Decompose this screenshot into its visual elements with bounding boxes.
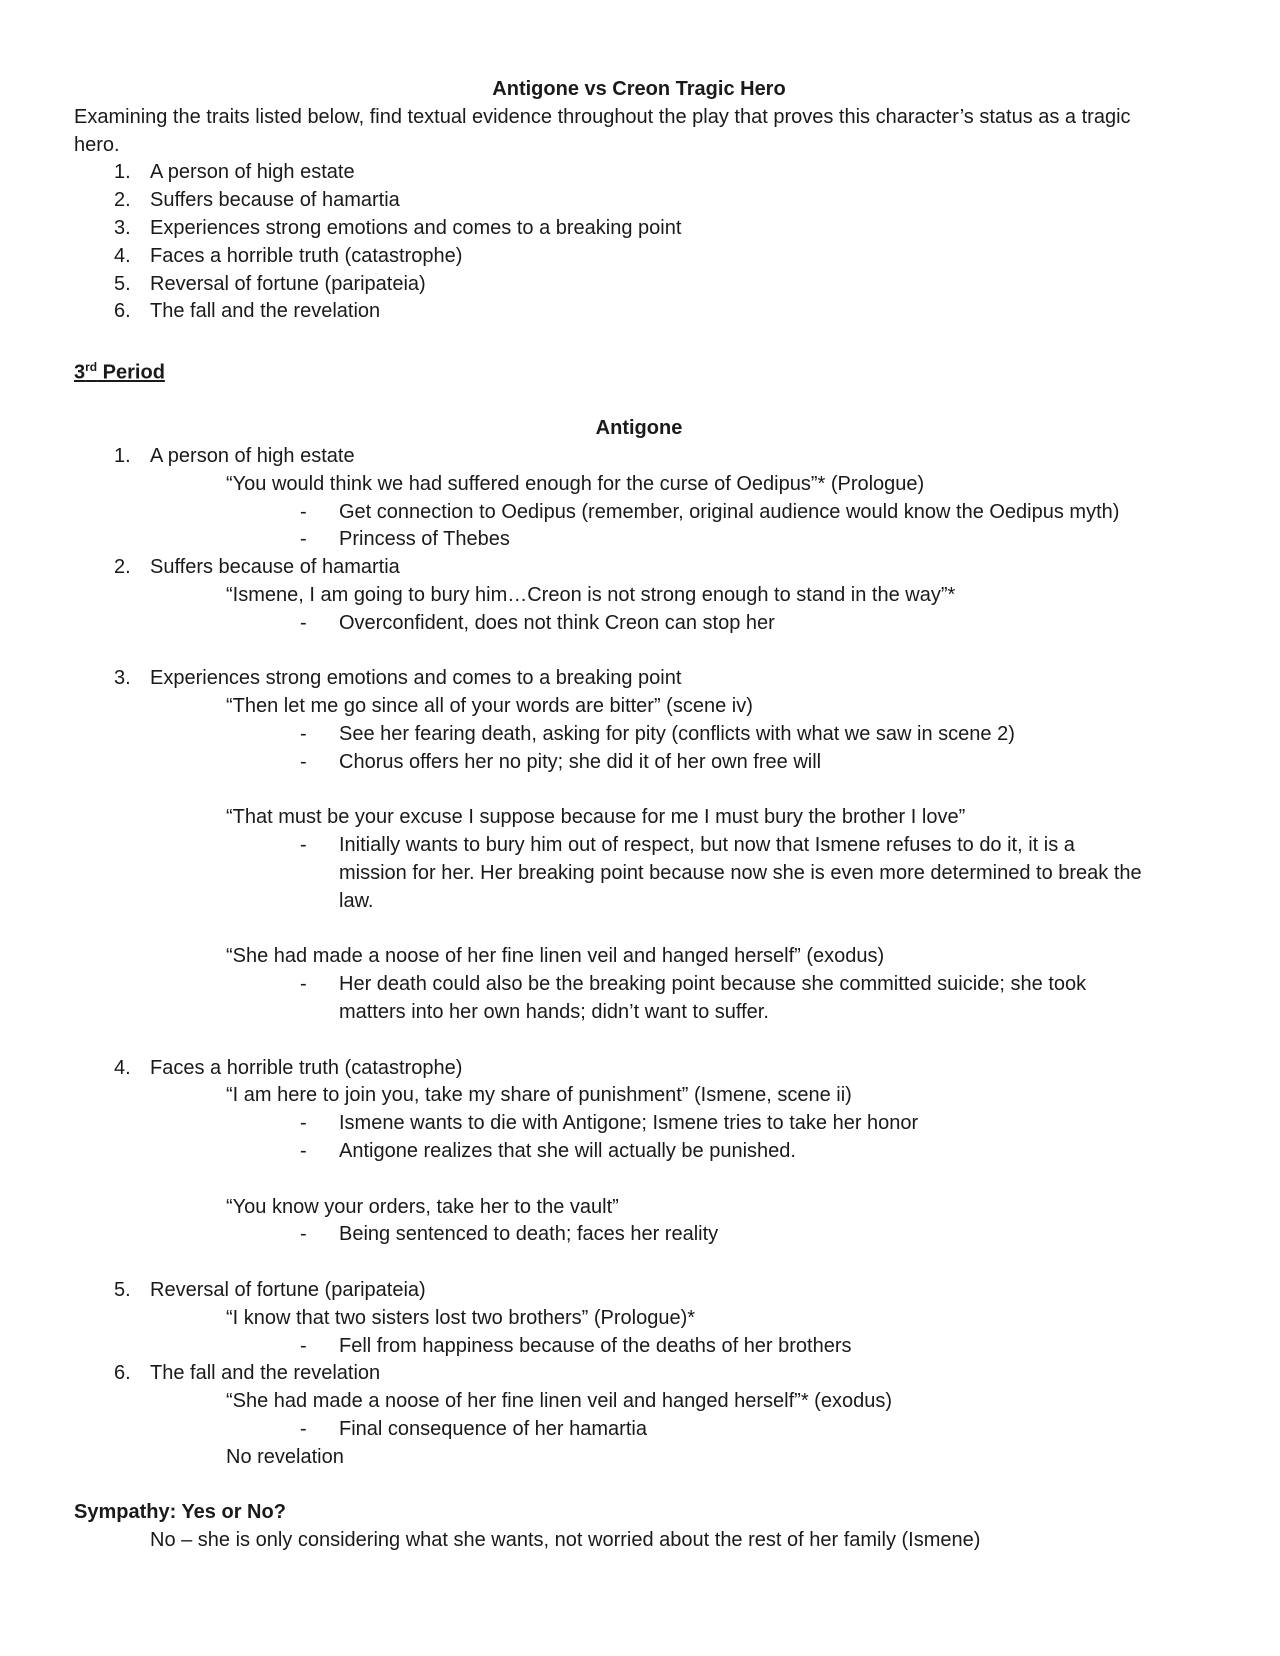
list-item (74, 298, 1204, 326)
dash-marker: - (300, 611, 307, 634)
dash-marker: - (300, 1223, 307, 1246)
period-heading (74, 354, 1204, 387)
bullet-item (74, 971, 1204, 999)
list-text: The fall and the revelation (150, 1362, 381, 1385)
evidence-quote: “She had made a noose of her fine linen veil and hanged herself” (exodus) (226, 945, 885, 968)
bullet-text: Get connection to Oedipus (remember, original audience would know the Oedipus myth) (339, 500, 1120, 523)
list-number: 3. (114, 667, 131, 690)
list-number: 6. (114, 1362, 131, 1385)
evidence-quote: “She had made a noose of her fine linen veil and hanged herself”* (exodus) (226, 1390, 892, 1413)
bullet-item (74, 499, 1204, 527)
bullet-continuation: law. (339, 889, 374, 912)
evidence-quote: “I am here to join you, take my share of punishment” (Ismene, scene ii) (226, 1084, 852, 1107)
list-text: A person of high estate (150, 445, 355, 468)
dash-marker: - (300, 834, 307, 857)
evidence-quote: “I know that two sisters lost two brothers” (Prologue)* (226, 1306, 696, 1329)
bullet-item (74, 749, 1204, 777)
list-number: 2. (114, 189, 131, 212)
list-text: Reversal of fortune (paripateia) (150, 272, 426, 295)
dash-marker: - (300, 528, 307, 551)
sympathy-heading: Sympathy: Yes or No? (74, 1501, 286, 1524)
list-item (74, 187, 1204, 215)
bullet-text: Initially wants to bury him out of respect, but now that Ismene refuses to do it, it is a (339, 834, 1075, 857)
list-text: Faces a horrible truth (catastrophe) (150, 1056, 463, 1079)
bullet-item (74, 1138, 1204, 1166)
list-number: 5. (114, 1278, 131, 1301)
list-number: 6. (114, 300, 131, 323)
list-item (74, 215, 1204, 243)
dash-marker: - (300, 973, 307, 996)
intro-line-2: hero. (74, 133, 120, 156)
section-heading (74, 443, 1204, 471)
dash-marker: - (300, 1417, 307, 1440)
dash-marker: - (300, 750, 307, 773)
bullet-item (74, 721, 1204, 749)
period-suffix: rd (85, 359, 98, 374)
bullet-text: Her death could also be the breaking point because she committed suicide; she took (339, 973, 1087, 996)
document-title: Antigone vs Creon Tragic Hero (492, 78, 786, 100)
character-heading: Antigone (595, 417, 683, 440)
list-item (74, 159, 1204, 187)
list-number: 5. (114, 272, 131, 295)
evidence-quote: “Then let me go since all of your words are bitter” (scene iv) (226, 695, 753, 718)
list-number: 1. (114, 445, 131, 468)
bullet-item (74, 832, 1204, 860)
dash-marker: - (300, 500, 307, 523)
bullet-item (74, 1333, 1204, 1361)
section-heading (74, 1055, 1204, 1083)
section-heading (74, 1360, 1204, 1388)
bullet-text: Princess of Thebes (339, 528, 510, 551)
list-number: 1. (114, 161, 131, 184)
list-text: Experiences strong emotions and comes to a breaking point (150, 216, 682, 239)
evidence-quote: “You know your orders, take her to the vault” (226, 1195, 619, 1218)
list-number: 3. (114, 216, 131, 239)
list-number: 4. (114, 1056, 131, 1079)
bullet-item (74, 1416, 1204, 1444)
section-heading (74, 554, 1204, 582)
bullet-text: Being sentenced to death; faces her reality (339, 1223, 719, 1246)
revelation-note: No revelation (226, 1445, 344, 1468)
list-text: Suffers because of hamartia (150, 189, 400, 212)
list-number: 4. (114, 244, 131, 267)
list-text: Experiences strong emotions and comes to a breaking point (150, 667, 682, 690)
bullet-text: See her fearing death, asking for pity (conflicts with what we saw in scene 2) (339, 722, 1015, 745)
period-label: Period (97, 361, 165, 384)
list-number: 2. (114, 556, 131, 579)
list-item (74, 271, 1204, 299)
list-item (74, 243, 1204, 271)
sympathy-answer: No – she is only considering what she wants, not worried about the rest of her family (Ismene) (150, 1529, 981, 1552)
list-text: A person of high estate (150, 161, 355, 184)
period-ordinal: 3 (74, 361, 86, 384)
document-page (74, 76, 1204, 1555)
list-text: Suffers because of hamartia (150, 556, 400, 579)
bullet-text: Ismene wants to die with Antigone; Ismene tries to take her honor (339, 1112, 919, 1135)
evidence-quote: “That must be your excuse I suppose because for me I must bury the brother I love” (226, 806, 966, 829)
dash-marker: - (300, 722, 307, 745)
list-text: Reversal of fortune (paripateia) (150, 1278, 426, 1301)
bullet-text: Chorus offers her no pity; she did it of her own free will (339, 750, 822, 773)
list-text: The fall and the revelation (150, 300, 381, 323)
bullet-item (74, 1221, 1204, 1249)
bullet-item (74, 526, 1204, 554)
bullet-continuation: matters into her own hands; didn’t want to suffer. (339, 1000, 769, 1023)
dash-marker: - (300, 1112, 307, 1135)
evidence-quote: “You would think we had suffered enough for the curse of Oedipus”* (Prologue) (226, 472, 925, 495)
section-heading (74, 665, 1204, 693)
traits-list (74, 159, 1204, 326)
dash-marker: - (300, 1334, 307, 1357)
evidence-quote: “Ismene, I am going to bury him…Creon is not strong enough to stand in the way”* (226, 584, 956, 606)
bullet-text: Final consequence of her hamartia (339, 1417, 647, 1440)
dash-marker: - (300, 1139, 307, 1162)
bullet-item (74, 610, 1204, 638)
bullet-text: Antigone realizes that she will actually be punished. (339, 1139, 796, 1162)
bullet-text: Overconfident, does not think Creon can stop her (339, 611, 775, 634)
bullet-continuation: mission for her. Her breaking point because now she is even more determined to break the (339, 861, 1142, 884)
intro-line-1: Examining the traits listed below, find textual evidence throughout the play that proves this character’s status as a tragic (74, 105, 1131, 128)
section-heading (74, 1277, 1204, 1305)
bullet-item (74, 1110, 1204, 1138)
bullet-text: Fell from happiness because of the deaths of her brothers (339, 1334, 852, 1357)
list-text: Faces a horrible truth (catastrophe) (150, 244, 463, 267)
